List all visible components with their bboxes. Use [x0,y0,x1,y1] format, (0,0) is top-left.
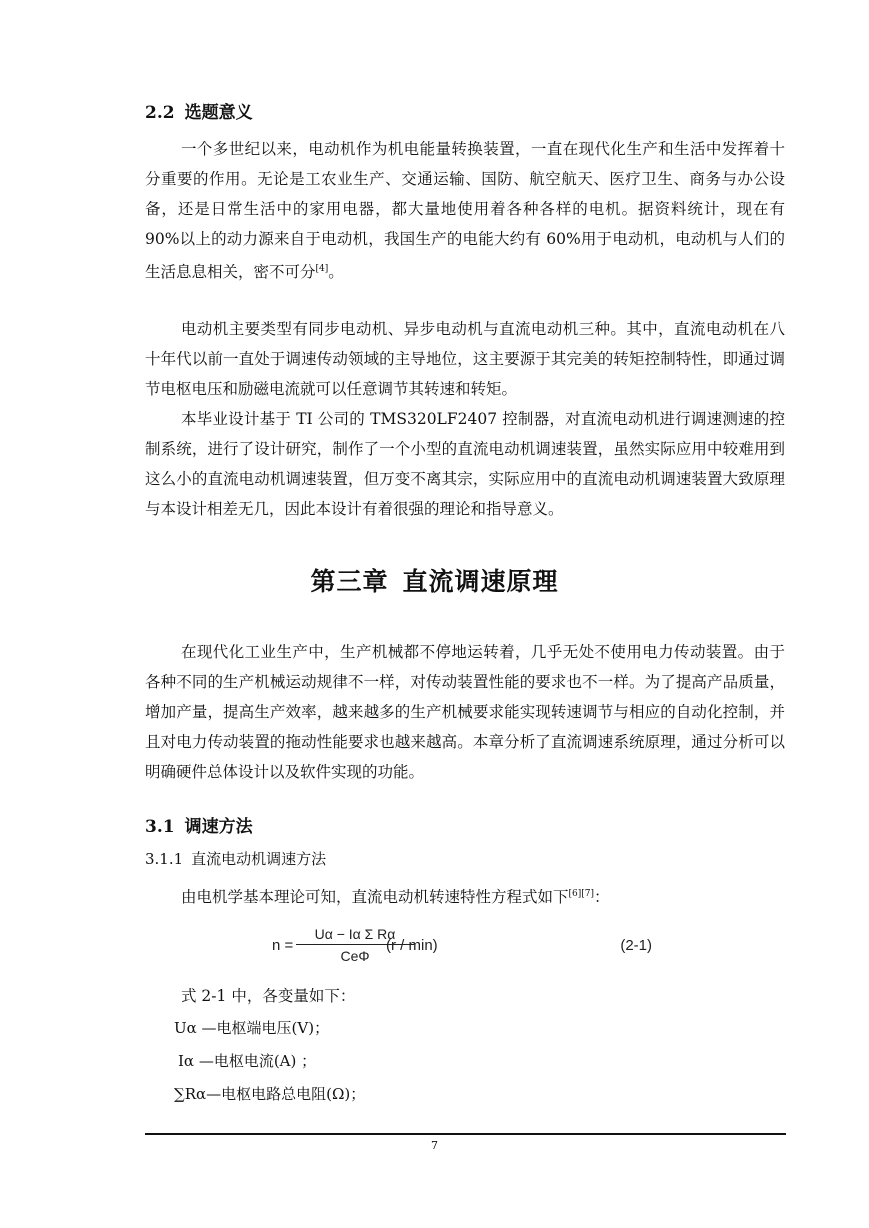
section-title: 调速方法 [184,817,253,837]
chapter-label: 第三章 [310,567,389,596]
formula-intro-text: 由电机学基本理论可知，直流电动机转速特性方程式如下 [181,888,569,906]
equation-denominator: CeΦ [340,948,370,964]
variable-line: ∑Rα—电枢电路总电阻(Ω)； [174,1085,366,1103]
citation-ref: [6][7] [568,889,595,899]
chapter-title: 直流调速原理 [402,567,559,596]
equation-unit: (r / min) [386,937,438,954]
section-heading-3-1 [145,815,253,839]
formula-intro-end: ： [594,888,610,906]
variable-line: Iα —电枢电流(A) ； [178,1052,317,1070]
section-title: 选题意义 [184,103,253,123]
paragraph-end: 。 [328,263,344,281]
variable-line: Uα —电枢端电压(V)； [174,1019,330,1037]
equation-label: (2-1) [620,937,652,954]
paragraph-intro-motors [145,134,785,287]
subsection-heading-3-1-1 [145,848,326,869]
section-heading-2-2 [145,101,253,125]
equation-2-1 [270,925,670,971]
footer-divider [145,1133,786,1135]
paragraph-chapter-intro: 在现代化工业生产中，生产机械都不停地运转着，几乎无处不使用电力传动装置。由于各种不同的生产机械运动规律不一样，对传动装置性能的要求也不一样。为了提高产品质量，增加产量，提高生产效率，越来越多的生产机械要求能实现转速调节与相应的自动化控制，并且对电力传动装置的拖动性能要求也越来越高。本章分析了直流调速系统原理，通过分析可以明确硬件总体设计以及软件实现的功能。 [145,643,785,781]
equation-lhs: n = [272,937,294,954]
paragraph-design-basis: 本毕业设计基于 TI 公司的 TMS320LF2407 控制器，对直流电动机进行调速测速的控制系统，进行了设计研究，制作了一个小型的直流电动机调速装置，虽然实际应用中较难用到这么小的直流电动机调速装置，但万变不离其宗，实际应用中的直流电动机调速装置大致原理与本设计相差无几，因此本设计有着很强的理论和指导意义。 [145,410,785,518]
subsection-title: 直流电动机调速方法 [191,850,327,868]
variables-intro: 式 2-1 中，各变量如下： [181,987,356,1005]
page-number: 7 [431,1139,438,1152]
paragraph-text: 一个多世纪以来，电动机作为机电能量转换装置，一直在现代化生产和生活中发挥着十分重要的作用。无论是工农业生产、交通运输、国防、航空航天、医疗卫生、商务与办公设备，还是日常生活中的家用电器，都大量地使用着各种各样的电机。据资料统计，现在有 90%以上的动力源来自于电动机，我国生产的电能大约有 60%用于电动机，电动机与人们的生活息息相关，密不可分 [145,140,785,281]
section-number: 2.2 [145,103,175,123]
citation-ref: [4] [315,264,329,274]
formula-intro-line [181,885,610,907]
equation-numerator: Uα − Iα Σ Rα [314,926,396,942]
subsection-number: 3.1.1 [145,850,184,868]
chapter-heading [0,562,869,598]
paragraph-motor-types: 电动机主要类型有同步电动机、异步电动机与直流电动机三种。其中，直流电动机在八十年代以前一直处于调速传动领域的主导地位，这主要源于其完美的转矩控制特性，即通过调节电枢电压和励磁电流就可以任意调节其转速和转矩。 [145,320,785,398]
section-number: 3.1 [145,817,175,837]
